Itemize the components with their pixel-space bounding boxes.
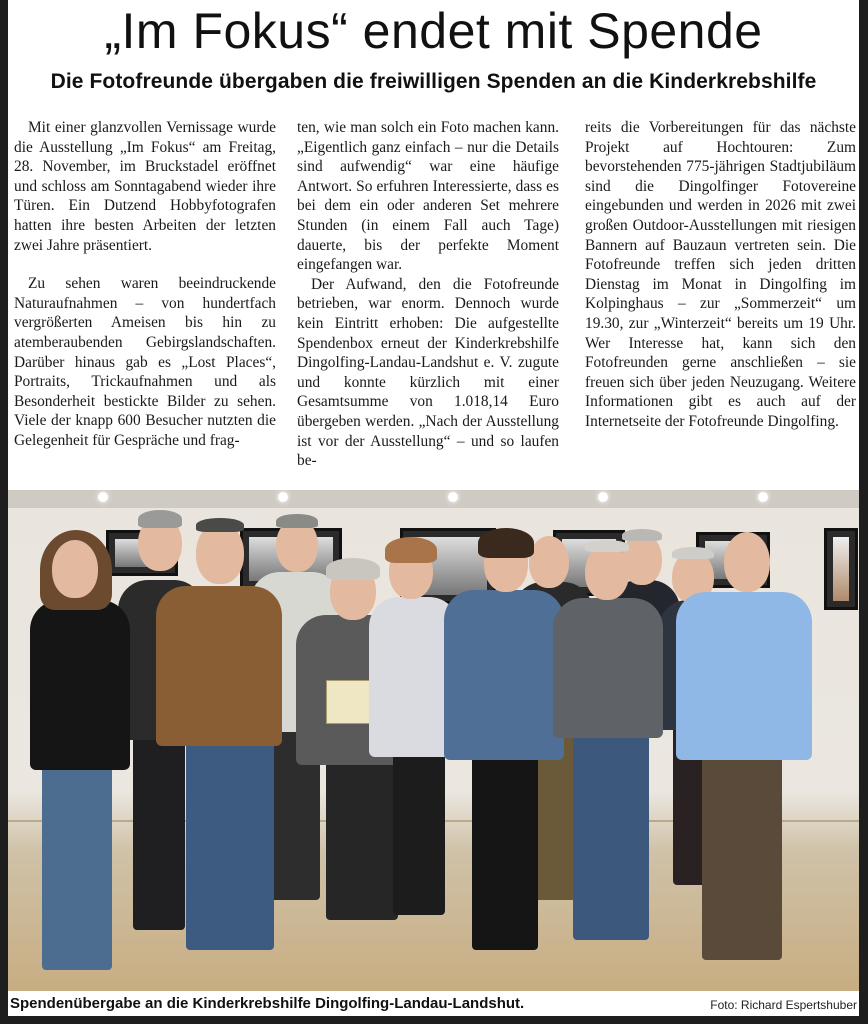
- spotlight-icon: [598, 492, 608, 502]
- article-column-3: [585, 118, 856, 432]
- article-column-1: [14, 118, 276, 451]
- paragraph: ten, wie man solch ein Foto machen kann. „Eigentlich ganz einfach – nur die Details sind aufwendig“ war eine häufige Antwort. So erfuhren Interessierte, dass es bei dem ein oder anderen Set mehrere Stunden (in einem Fall auch Tage) dauerte, bis der perfekte Moment eingefangen war.: [297, 119, 559, 274]
- photo-caption: Spendenübergabe an die Kinderkrebshilfe Dingolfing-Landau-Landshut.: [10, 995, 525, 1012]
- paragraph: Zu sehen waren beeindruckende Naturaufnahmen – von hundertfach vergrößerten Ameisen bis hin zu atemberaubenden Gebirgslandschaften. Darüber hinaus gab es „Lost Places“, Portraits, Trickaufnahmen und als Besonderheit bestickte Bilder zu sehen. Viele der knapp 600 Besucher nutzten die Gelegenheit für Gespräche und frag-: [14, 275, 276, 449]
- ceiling: [8, 490, 859, 508]
- paragraph: Der Aufwand, den die Fotofreunde betrieben, war enorm. Dennoch wurde kein Eintritt erhoben: Die aufgestellte Spendenbox erneut der Kinderkrebshilfe Dingolfing-Landau-Landshut e. V. zugute und konnte kürzlich mit einer Gesamtsumme von 1.018,14 Euro übergeben werden. „Nach der Ausstellung ist vor der Ausstellung“ – und so laufen be-: [297, 275, 559, 470]
- paragraph: reits die Vorbereitungen für das nächste Projekt auf Hochtouren: Zum bevorstehenden 775-jährigen Stadtjubiläum sind die Dingolfinger Fotovereine eingebunden und werden in 2026 mit zwei großen Outdoor-Ausstellungen mit riesigen Bannern auf Bauzaun vertreten sein. Die Fotofreunde treffen sich jeden dritten Dienstag im Monat in Dingolfing im Kolpinghaus – zur „Sommerzeit“ um 19.30, zur „Winterzeit“ bereits um 19 Uhr. Wer Interesse hat, kann sich den Fotofreunden gerne anschließen – sie freuen sich über jeden Neuzugang. Weitere Informationen gibt es auch auf der Internetseite der Fotofreunde Dingolfing.: [585, 119, 856, 430]
- framed-picture: [824, 528, 858, 610]
- spotlight-icon: [278, 492, 288, 502]
- headline: „Im Fokus“ endet mit Spende: [104, 3, 763, 59]
- photo-credit: Foto: Richard Espertshuber: [710, 998, 857, 1012]
- spotlight-icon: [758, 492, 768, 502]
- spotlight-icon: [98, 492, 108, 502]
- newspaper-page: [8, 0, 859, 1016]
- group-photo: [8, 490, 859, 991]
- spotlight-icon: [448, 492, 458, 502]
- subheadline: Die Fotofreunde übergaben die freiwilligen Spenden an die Kinderkrebshilfe: [50, 70, 817, 93]
- article-column-2: [297, 118, 559, 471]
- paragraph: Mit einer glanzvollen Vernissage wurde die Ausstellung „Im Fokus“ am Freitag, 28. November, im Bruckstadel eröffnet und schloss am Sonntagabend wieder ihre Türen. Ein Dutzend Hobbyfotografen hatten ihre besten Arbeiten der letzten zwei Jahre präsentiert.: [14, 119, 276, 254]
